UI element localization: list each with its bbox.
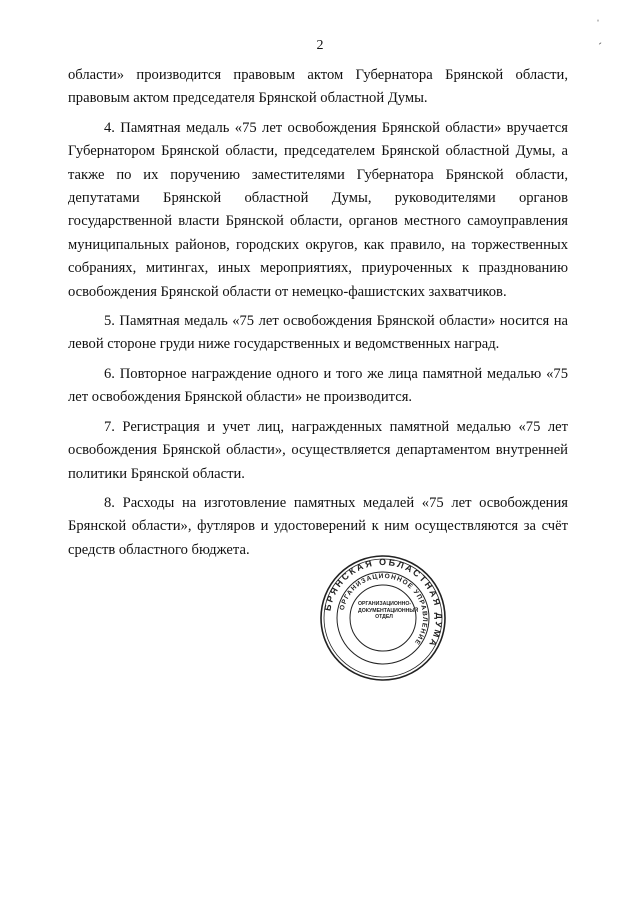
official-stamp	[318, 553, 448, 683]
scan-mark: ˌ	[596, 8, 600, 22]
paragraph-item-4: 4. Памятная медаль «75 лет освобождения Брянской области» вручается Губернатором Брянской области, председателем Брянской областной Думы, а также по их поручению заместителями Губернатора Брянской области, депутатами Брянской областной Думы, руководителями органов государственной власти Брянской области, органов местного самоуправления муниципальных районов, городских округов, как правило, на торжественных собраниях, митингах, иных мероприятиях, приуроченных к празднованию освобождения Брянской области от немецко-фашистских захватчиков.	[68, 119, 568, 300]
stamp-center-text: ОРГАНИЗАЦИОННО-ДОКУМЕНТАЦИОННЫЙ ОТДЕЛ	[358, 601, 419, 620]
paragraph-item-6: 6. Повторное награждение одного и того же лица памятной медалью «75 лет освобождения Брянской области» не производится.	[68, 365, 568, 406]
paragraph-item-7: 7. Регистрация и учет лиц, награжденных памятной медалью «75 лет освобождения Брянской области», осуществляется департаментом внутренней политики Брянской области.	[68, 418, 568, 482]
svg-text:ОРГАНИЗАЦИОННОЕ УПРАВЛЕНИЕ: ОРГАНИЗАЦИОННОЕ УПРАВЛЕНИЕ	[338, 572, 429, 647]
paragraph-continuation: области» производится правовым актом Губернатора Брянской области, правовым актом председателя Брянской областной Думы.	[68, 67, 568, 107]
paragraph-item-8: 8. Расходы на изготовление памятных медалей «75 лет освобождения Брянской области», футляров и удостоверений к ним осуществляются за счёт средств областного бюджета.	[68, 494, 568, 558]
svg-text:БРЯНСКАЯ ОБЛАСТНАЯ ДУМА: БРЯНСКАЯ ОБЛАСТНАЯ ДУМА	[322, 556, 445, 650]
scan-mark: ˊ	[598, 40, 602, 54]
paragraph-item-5: 5. Памятная медаль «75 лет освобождения Брянской области» носится на левой стороне груди ниже государственных и ведомственных наград.	[68, 313, 568, 353]
page-number: 2	[316, 38, 324, 53]
document-body	[68, 64, 568, 568]
